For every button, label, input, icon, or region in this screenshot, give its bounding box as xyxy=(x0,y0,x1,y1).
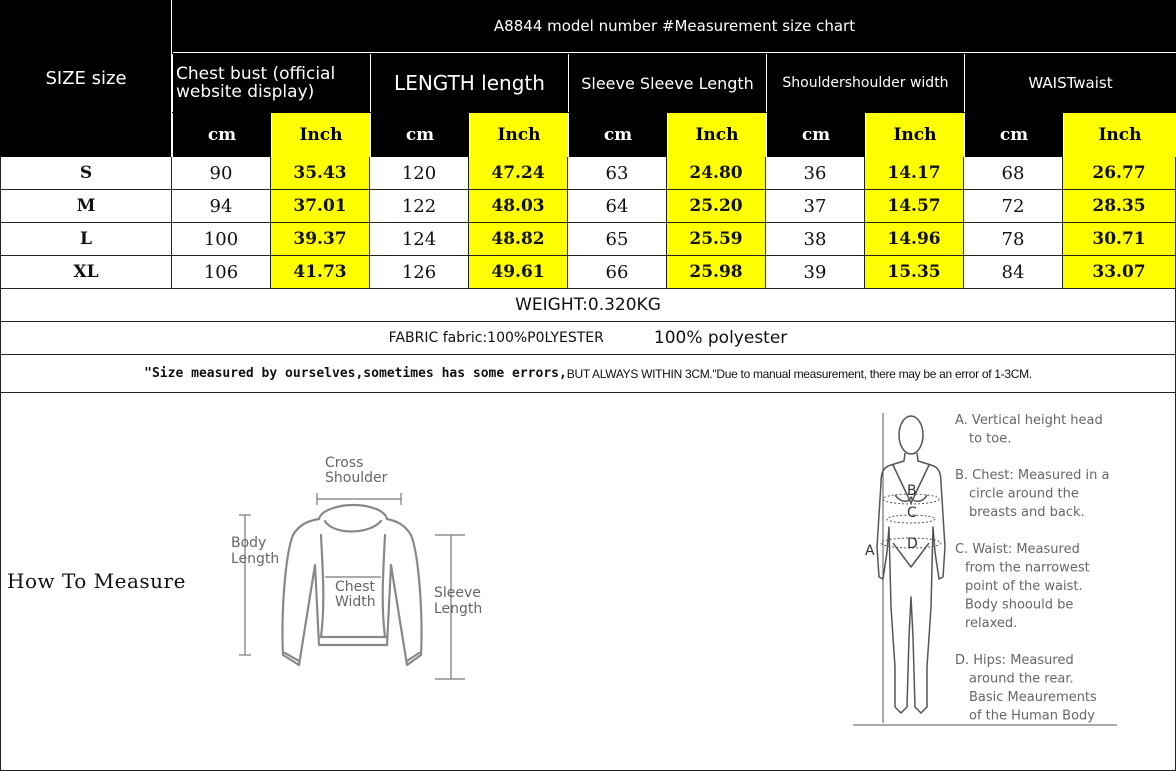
cross-shoulder-label-1: Cross xyxy=(325,455,364,471)
how-to-measure-section xyxy=(0,393,1176,771)
body-note-line: B. Chest: Measured in a xyxy=(955,468,1110,483)
cm-value-cell: 66 xyxy=(568,256,667,289)
inch-value-cell: 26.77 xyxy=(1063,157,1176,190)
cm-value-cell: 37 xyxy=(766,190,865,223)
cm-value-cell: 68 xyxy=(964,157,1063,190)
unit-inch: Inch xyxy=(1063,113,1176,157)
body-length-label-1: Body xyxy=(231,535,267,551)
size-cell: S xyxy=(0,157,172,190)
cm-value-cell: 122 xyxy=(370,190,469,223)
inch-value-cell: 14.57 xyxy=(865,190,964,223)
chest-width-label-2: Width xyxy=(335,594,376,610)
unit-cm: cm xyxy=(370,113,469,157)
size-column-header: SIZE size xyxy=(45,68,127,89)
cm-value-cell: 100 xyxy=(172,223,271,256)
cm-value-cell: 90 xyxy=(172,157,271,190)
size-cell: L xyxy=(0,223,172,256)
cm-value-cell: 63 xyxy=(568,157,667,190)
cm-value-cell: 120 xyxy=(370,157,469,190)
length-header: LENGTH length xyxy=(370,54,568,112)
inch-value-cell: 24.80 xyxy=(667,157,766,190)
body-note-line: to toe. xyxy=(969,431,1012,447)
header-divider xyxy=(171,0,172,157)
note-part1: "Size measured by ourselves,sometimes has some errors, xyxy=(144,366,567,381)
inch-value-cell: 33.07 xyxy=(1063,256,1176,289)
body-note-line: relaxed. xyxy=(965,616,1018,631)
body-note-line: C. Waist: Measured xyxy=(955,542,1080,557)
body-note-line: of the Human Body xyxy=(969,708,1095,724)
body-letter-c: C xyxy=(907,505,917,521)
body-letter-b: B xyxy=(907,483,917,499)
body-diagram xyxy=(849,407,1139,737)
cross-shoulder-label-2: Shoulder xyxy=(325,470,388,486)
unit-inch: Inch xyxy=(469,113,568,157)
cm-value-cell: 64 xyxy=(568,190,667,223)
body-note-line: Body shoould be xyxy=(965,597,1074,613)
sleeve-length-label-2: Length xyxy=(434,601,483,617)
waist-header: WAISTwaist xyxy=(964,54,1176,112)
inch-value-cell: 30.71 xyxy=(1063,223,1176,256)
inch-value-cell: 35.43 xyxy=(271,157,370,190)
size-cell: M xyxy=(0,190,172,223)
chest-header-line1: Chest bust (official xyxy=(176,64,336,84)
inch-value-cell: 14.96 xyxy=(865,223,964,256)
cm-value-cell: 126 xyxy=(370,256,469,289)
body-note-line: circle around the xyxy=(969,486,1079,502)
body-letter-a: A xyxy=(865,543,875,559)
body-note-line: D. Hips: Measured xyxy=(955,653,1074,668)
inch-value-cell: 39.37 xyxy=(271,223,370,256)
body-note-line: breasts and back. xyxy=(969,505,1085,520)
inch-value-cell: 47.24 xyxy=(469,157,568,190)
cm-value-cell: 39 xyxy=(766,256,865,289)
inch-value-cell: 28.35 xyxy=(1063,190,1176,223)
body-note-line: Basic Meaurements xyxy=(969,690,1097,705)
sleeve-header: Sleeve Sleeve Length xyxy=(568,54,766,112)
inch-value-cell: 49.61 xyxy=(469,256,568,289)
shoulder-header: Shouldershoulder width xyxy=(766,54,964,112)
cm-value-cell: 65 xyxy=(568,223,667,256)
body-length-label-2: Length xyxy=(231,551,280,567)
weight-row: WEIGHT:0.320KG xyxy=(0,289,1176,322)
body-note-line: from the narrowest xyxy=(965,560,1090,576)
unit-cm: cm xyxy=(766,113,865,157)
size-cell: XL xyxy=(0,256,172,289)
how-to-measure-label: How To Measure xyxy=(7,569,186,593)
cm-value-cell: 38 xyxy=(766,223,865,256)
inch-value-cell: 25.59 xyxy=(667,223,766,256)
chart-title: A8844 model number #Measurement size chart xyxy=(173,0,1176,53)
cm-value-cell: 72 xyxy=(964,190,1063,223)
cm-value-cell: 124 xyxy=(370,223,469,256)
cm-value-cell: 36 xyxy=(766,157,865,190)
inch-value-cell: 15.35 xyxy=(865,256,964,289)
unit-cm: cm xyxy=(964,113,1063,157)
unit-inch: Inch xyxy=(271,113,370,157)
body-note-line: point of the waist. xyxy=(965,579,1083,594)
fabric-row xyxy=(0,322,1176,355)
unit-inch: Inch xyxy=(667,113,766,157)
body-note-line: A. Vertical height head xyxy=(955,413,1103,428)
chest-header-line2: website display) xyxy=(176,82,315,102)
fabric-label: FABRIC fabric:100%P0LYESTER xyxy=(388,330,604,346)
unit-cm: cm xyxy=(568,113,667,157)
inch-value-cell: 37.01 xyxy=(271,190,370,223)
inch-value-cell: 14.17 xyxy=(865,157,964,190)
body-note-line: around the rear. xyxy=(969,671,1074,687)
sweater-diagram xyxy=(229,455,489,695)
fabric-value: 100% polyester xyxy=(653,328,788,348)
inch-value-cell: 25.98 xyxy=(667,256,766,289)
chest-header xyxy=(172,54,370,112)
inch-value-cell: 48.82 xyxy=(469,223,568,256)
cm-value-cell: 84 xyxy=(964,256,1063,289)
unit-inch: Inch xyxy=(865,113,964,157)
unit-cm: cm xyxy=(172,113,271,157)
body-letter-d: D xyxy=(907,536,918,552)
measurement-note xyxy=(0,355,1176,393)
inch-value-cell: 48.03 xyxy=(469,190,568,223)
chest-width-label-1: Chest xyxy=(335,579,376,595)
cm-value-cell: 78 xyxy=(964,223,1063,256)
cm-value-cell: 106 xyxy=(172,256,271,289)
sleeve-length-label-1: Sleeve xyxy=(434,585,481,601)
note-part2: BUT ALWAYS WITHIN 3CM."Due to manual measurement, there may be an error of 1-3CM. xyxy=(566,366,1032,381)
inch-value-cell: 41.73 xyxy=(271,256,370,289)
inch-value-cell: 25.20 xyxy=(667,190,766,223)
cm-value-cell: 94 xyxy=(172,190,271,223)
